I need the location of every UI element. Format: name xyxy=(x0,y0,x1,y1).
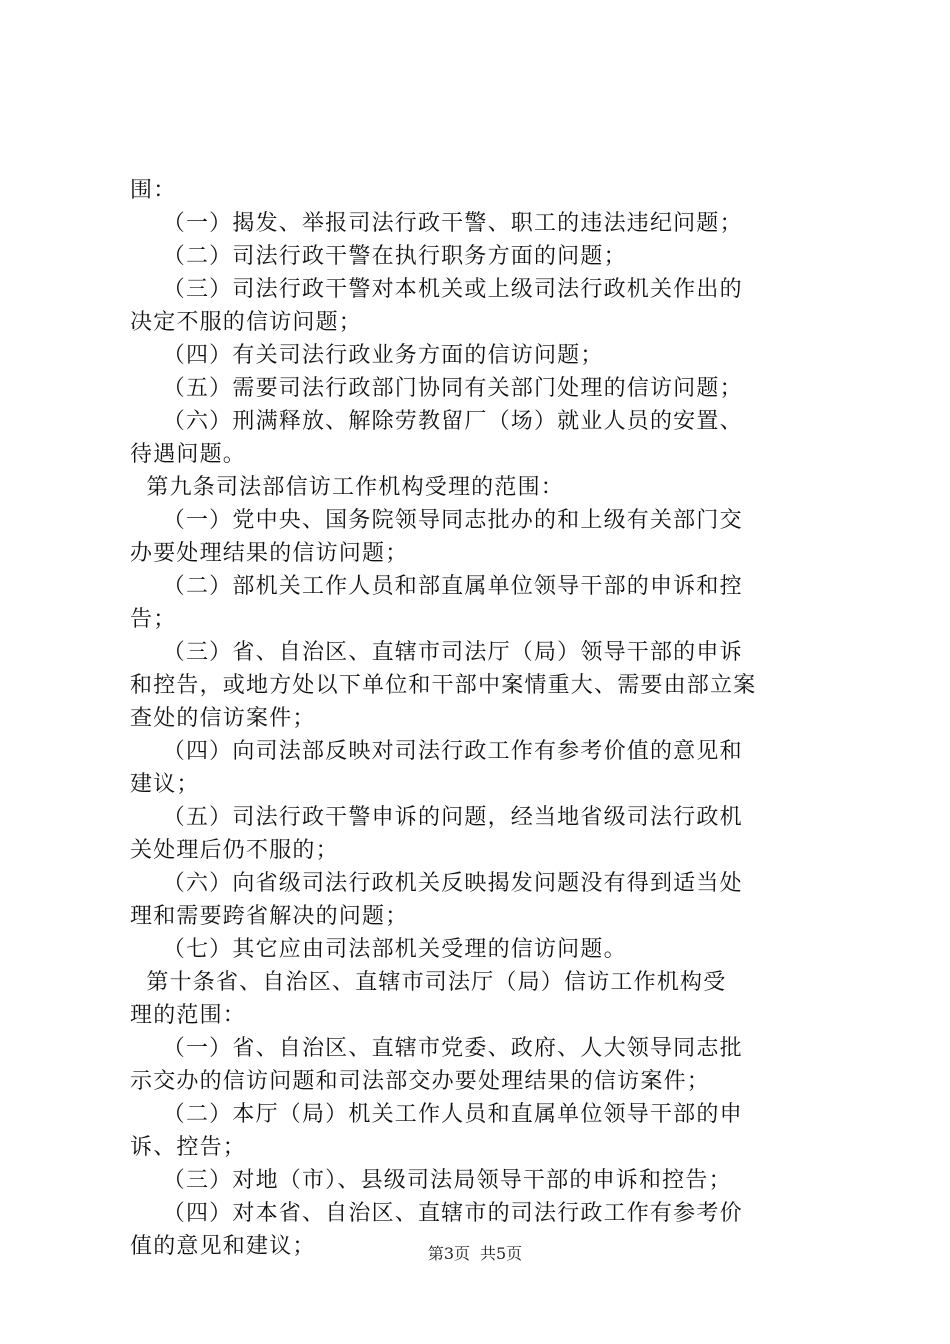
text-line: 诉、控告； xyxy=(130,1135,247,1160)
text-line: （六）刑满释放、解除劳教留厂（场）就业人员的安置、 xyxy=(130,409,743,434)
document-body xyxy=(130,174,840,1263)
text-line: 第九条司法部信访工作机构受理的范围： xyxy=(130,475,564,500)
text-line: 理和需要跨省解决的问题； xyxy=(130,904,409,929)
text-line: （一）揭发、举报司法行政干警、职工的违法违纪问题； xyxy=(130,211,743,236)
text-line: （七）其它应由司法部机关受理的信访问题。 xyxy=(130,937,627,962)
text-line: （二）司法行政干警在执行职务方面的问题； xyxy=(130,244,627,269)
text-line: 和控告，或地方处以下单位和干部中案情重大、需要由部立案 xyxy=(130,673,757,698)
text-line: （二）本厅（局）机关工作人员和直属单位领导干部的申 xyxy=(130,1102,743,1127)
text-line: （一）省、自治区、直辖市党委、政府、人大领导同志批 xyxy=(130,1036,743,1061)
text-line: 关处理后仍不服的； xyxy=(130,838,339,863)
text-line: （四）对本省、自治区、直辖市的司法行政工作有参考价 xyxy=(130,1201,743,1226)
text-line: （四）有关司法行政业务方面的信访问题； xyxy=(130,343,604,368)
text-line: （二）部机关工作人员和部直属单位领导干部的申诉和控 xyxy=(130,574,743,599)
text-line: （五）需要司法行政部门协同有关部门处理的信访问题； xyxy=(130,376,743,401)
text-line: 决定不服的信访问题； xyxy=(130,310,363,335)
text-line: 待遇问题。 xyxy=(130,442,247,467)
text-line: （三）对地（市）、县级司法局领导干部的申诉和控告； xyxy=(130,1168,732,1193)
page-number: 第3页 xyxy=(427,1244,470,1263)
text-line: 示交办的信访问题和司法部交办要处理结果的信访案件； xyxy=(130,1069,711,1094)
text-line: 值的意见和建议； xyxy=(130,1234,316,1259)
page-total: 共5页 xyxy=(480,1244,523,1263)
page-footer xyxy=(0,1244,950,1264)
text-line: （一）党中央、国务院领导同志批办的和上级有关部门交 xyxy=(130,508,743,533)
text-line: （四）向司法部反映对司法行政工作有参考价值的意见和 xyxy=(130,739,743,764)
text-line: 围： xyxy=(130,178,177,203)
text-line: （三）司法行政干警对本机关或上级司法行政机关作出的 xyxy=(130,277,743,302)
text-line: 第十条省、自治区、直辖市司法厅（局）信访工作机构受 xyxy=(130,970,727,995)
text-line: 理的范围： xyxy=(130,1003,247,1028)
text-line: 建议； xyxy=(130,772,200,797)
text-line: 办要处理结果的信访问题； xyxy=(130,541,409,566)
text-line: （五）司法行政干警申诉的问题，经当地省级司法行政机 xyxy=(130,805,743,830)
text-line: 查处的信访案件； xyxy=(130,706,316,731)
text-line: 告； xyxy=(130,607,177,632)
text-line: （六）向省级司法行政机关反映揭发问题没有得到适当处 xyxy=(130,871,743,896)
text-line: （三）省、自治区、直辖市司法厅（局）领导干部的申诉 xyxy=(130,640,743,665)
